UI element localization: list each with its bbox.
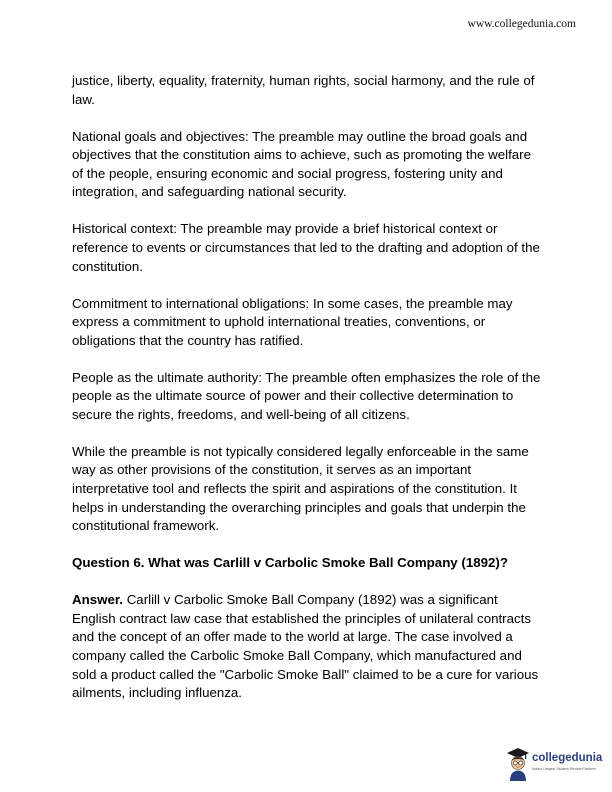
logo-name: collegedunia <box>532 752 603 764</box>
logo-tagline: India's Largest Student Review Platform <box>532 767 596 771</box>
answer-text: Carlill v Carbolic Smoke Ball Company (1892) was a significant English contract law case that established the principles of unilateral contracts and the concept of an offer made to the world at large. The case involved a company called the Carbolic Smoke Ball Company, which manufactured and sold a product called the "Carbolic Smoke Ball" claimed to be a cure for various ailments, including influenza. <box>72 592 539 701</box>
answer-paragraph <box>72 591 542 703</box>
paragraph-preamble-summary: While the preamble is not typically considered legally enforceable in the same way as other provisions of the constitution, it serves as an important interpretative tool and reflects the spirit and aspirations of the constitution. It helps in understanding the overarching principles and goals that underpin the constitutional framework. <box>72 443 529 534</box>
mascot-icon <box>505 744 531 784</box>
collegedunia-logo <box>505 744 612 784</box>
document-body <box>72 72 542 721</box>
paragraph-rule-of-law: justice, liberty, equality, fraternity, human rights, social harmony, and the rule of law. <box>72 73 535 107</box>
paragraph-international-obligations: Commitment to international obligations: In some cases, the preamble may express a commitment to uphold international treaties, conventions, or obligations that the country has ratified. <box>72 295 513 348</box>
paragraph-historical-context: Historical context: The preamble may provide a brief historical context or reference to events or circumstances that led to the drafting and adoption of the constitution. <box>72 221 540 274</box>
header-url[interactable]: www.collegedunia.com <box>467 18 576 30</box>
paragraph-national-goals: National goals and objectives: The preamble may outline the broad goals and objectives that the constitution aims to achieve, such as promoting the welfare of the people, ensuring economic and social progress, fostering unity and integration, and safeguarding national security. <box>72 128 531 200</box>
paragraph-people-authority: People as the ultimate authority: The preamble often emphasizes the role of the people as the ultimate source of power and their collective determination to secure the rights, freedoms, and well-being of all citizens. <box>72 369 541 422</box>
answer-label: Answer. <box>72 592 123 608</box>
question-heading: Question 6. What was Carlill v Carbolic Smoke Ball Company (1892)? <box>72 555 508 571</box>
